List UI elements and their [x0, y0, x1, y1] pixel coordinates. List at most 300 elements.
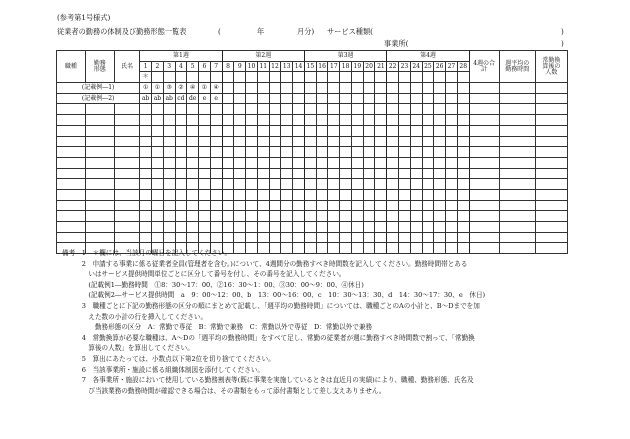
- form-number: (参考第1号様式): [57, 13, 111, 22]
- table-cell: [499, 168, 535, 179]
- table-cell: [469, 157, 499, 168]
- table-cell: [257, 104, 269, 115]
- table-cell: [304, 179, 316, 190]
- table-cell: [340, 168, 352, 179]
- table-cell: [375, 125, 387, 136]
- table-cell: [316, 189, 328, 200]
- table-cell: [114, 222, 140, 233]
- table-cell: [175, 104, 187, 115]
- table-cell: [328, 136, 340, 147]
- table-cell: [340, 189, 352, 200]
- table-cell: [152, 136, 164, 147]
- table-cell: [457, 168, 469, 179]
- table-cell: [446, 125, 458, 136]
- summary-cell: [469, 93, 499, 104]
- table-cell: [152, 104, 164, 115]
- weekday-cell: [304, 72, 316, 83]
- table-cell: [222, 232, 234, 243]
- day-header: 28: [457, 61, 469, 72]
- day-header: 9: [234, 61, 246, 72]
- table-cell: [469, 136, 499, 147]
- table-cell: [304, 222, 316, 233]
- col-name-header: 氏名: [114, 51, 140, 83]
- table-cell: [499, 211, 535, 222]
- table-cell: [281, 189, 293, 200]
- table-cell: [410, 157, 422, 168]
- table-cell: [234, 168, 246, 179]
- remark-line: 2 申請する事業に係る従業者全員(管理者を含む。)について、4週間分の勤務すべき時間数を記入してください。勤務時間帯とある: [62, 259, 468, 268]
- day-header: 7: [210, 61, 222, 72]
- day-header: 20: [363, 61, 375, 72]
- day-header: 22: [387, 61, 399, 72]
- weekday-cell: [246, 72, 258, 83]
- table-cell: [187, 222, 199, 233]
- table-cell: [57, 104, 86, 115]
- table-cell: [152, 211, 164, 222]
- col-conv-header: 常勤換 算後の 人数: [535, 51, 567, 83]
- table-cell: [304, 157, 316, 168]
- table-cell: [399, 157, 411, 168]
- table-cell: [85, 125, 114, 136]
- table-cell: [535, 200, 567, 211]
- table-cell: [210, 147, 222, 158]
- day-cell: [269, 83, 281, 94]
- table-cell: [269, 104, 281, 115]
- service-type-close: ): [561, 27, 564, 36]
- table-cell: [152, 125, 164, 136]
- table-cell: [140, 168, 152, 179]
- table-cell: [340, 211, 352, 222]
- table-cell: [175, 232, 187, 243]
- table-cell: [363, 222, 375, 233]
- table-row: [57, 125, 568, 136]
- table-cell: [57, 200, 86, 211]
- table-cell: [269, 211, 281, 222]
- table-cell: [257, 200, 269, 211]
- table-cell: [328, 115, 340, 126]
- day-cell: [293, 83, 305, 94]
- table-cell: [163, 136, 175, 147]
- remark-line: び当該業務の勤務時間が確認できる場合は、その書類をもって添付書類として差し支えありません。: [62, 386, 386, 395]
- table-cell: [222, 179, 234, 190]
- table-cell: [222, 104, 234, 115]
- day-cell: [422, 83, 434, 94]
- table-cell: [387, 179, 399, 190]
- table-cell: [434, 104, 446, 115]
- table-cell: [222, 115, 234, 126]
- day-cell: [410, 83, 422, 94]
- table-cell: [163, 211, 175, 222]
- document-title: 従業者の勤務の体制及び勤務形態一覧表: [57, 27, 187, 36]
- day-cell: ab: [152, 93, 164, 104]
- day-cell: [457, 93, 469, 104]
- table-cell: [375, 200, 387, 211]
- table-cell: [175, 179, 187, 190]
- table-cell: [57, 211, 86, 222]
- table-cell: [434, 222, 446, 233]
- table-cell: [199, 211, 211, 222]
- remark-line: いはサービス提供時間単位ごとに区分して番号を付し、その番号を記入してください。: [62, 270, 346, 279]
- table-cell: [535, 211, 567, 222]
- table-cell: [304, 115, 316, 126]
- table-row: [57, 115, 568, 126]
- remark-line: 備考 1 ＊欄には、当該月の曜日を記入してください。: [62, 249, 232, 257]
- table-cell: [375, 222, 387, 233]
- table-cell: [316, 222, 328, 233]
- table-cell: [234, 211, 246, 222]
- table-cell: [316, 232, 328, 243]
- table-cell: [351, 136, 363, 147]
- table-cell: [535, 232, 567, 243]
- table-cell: [140, 211, 152, 222]
- table-cell: [269, 222, 281, 233]
- day-cell: [304, 93, 316, 104]
- day-cell: e: [210, 93, 222, 104]
- table-cell: [410, 189, 422, 200]
- table-cell: [387, 189, 399, 200]
- table-cell: [422, 211, 434, 222]
- table-cell: [269, 115, 281, 126]
- table-cell: [140, 115, 152, 126]
- table-cell: [246, 211, 258, 222]
- day-cell: [363, 83, 375, 94]
- table-cell: [422, 168, 434, 179]
- table-cell: [434, 136, 446, 147]
- table-cell: [410, 200, 422, 211]
- table-cell: [446, 189, 458, 200]
- day-header: 5: [187, 61, 199, 72]
- table-cell: [340, 125, 352, 136]
- table-cell: [422, 189, 434, 200]
- table-cell: [85, 136, 114, 147]
- table-cell: [387, 125, 399, 136]
- remark-line: 3 職種ごとに下記の勤務形態の区分の順にまとめて記載し、「週平均の勤務時間」については、職種ごとのAの小計と、B～Dまでを加: [62, 301, 480, 310]
- table-cell: [387, 200, 399, 211]
- table-cell: [140, 147, 152, 158]
- table-cell: [257, 136, 269, 147]
- weekday-cell: [340, 72, 352, 83]
- table-cell: [85, 157, 114, 168]
- table-row: [57, 222, 568, 233]
- table-cell: [340, 157, 352, 168]
- table-cell: [351, 104, 363, 115]
- day-cell: [375, 83, 387, 94]
- table-cell: [293, 232, 305, 243]
- table-cell: [163, 125, 175, 136]
- table-cell: [85, 168, 114, 179]
- table-cell: [246, 232, 258, 243]
- table-cell: [422, 222, 434, 233]
- table-cell: [351, 147, 363, 158]
- table-cell: [246, 157, 258, 168]
- table-cell: [535, 243, 567, 254]
- table-cell: [234, 157, 246, 168]
- table-cell: [269, 147, 281, 158]
- table-cell: [469, 115, 499, 126]
- table-cell: [85, 211, 114, 222]
- table-cell: [152, 222, 164, 233]
- day-cell: ①: [140, 83, 152, 94]
- table-cell: [140, 125, 152, 136]
- table-cell: [85, 222, 114, 233]
- table-cell: [469, 222, 499, 233]
- table-cell: [293, 136, 305, 147]
- table-cell: [293, 200, 305, 211]
- table-cell: [328, 211, 340, 222]
- table-cell: [469, 104, 499, 115]
- table-cell: [57, 232, 86, 243]
- table-cell: [293, 115, 305, 126]
- table-cell: [535, 179, 567, 190]
- table-cell: [304, 232, 316, 243]
- table-cell: [340, 104, 352, 115]
- table-cell: [152, 200, 164, 211]
- table-cell: [234, 104, 246, 115]
- day-header: 21: [375, 61, 387, 72]
- table-cell: [175, 115, 187, 126]
- table-cell: [246, 222, 258, 233]
- remark-line: (記載例1―勤務時間 ①8：30～17：00、②16：30～1：00、③30：00～9：00、④休日): [62, 280, 364, 289]
- table-cell: [163, 115, 175, 126]
- table-cell: [387, 157, 399, 168]
- day-header: 18: [340, 61, 352, 72]
- table-cell: [114, 211, 140, 222]
- table-cell: [446, 222, 458, 233]
- table-cell: [114, 179, 140, 190]
- table-cell: [281, 115, 293, 126]
- table-cell: [351, 115, 363, 126]
- table-cell: [399, 189, 411, 200]
- table-row: [57, 211, 568, 222]
- weekday-asterisk: ＊: [140, 72, 152, 83]
- table-cell: [316, 157, 328, 168]
- day-cell: [351, 83, 363, 94]
- table-cell: [469, 211, 499, 222]
- table-cell: [293, 104, 305, 115]
- table-cell: [234, 189, 246, 200]
- table-cell: [304, 104, 316, 115]
- day-cell: [387, 93, 399, 104]
- table-cell: [434, 115, 446, 126]
- table-cell: [316, 168, 328, 179]
- table-cell: [199, 147, 211, 158]
- table-cell: [446, 211, 458, 222]
- table-cell: [422, 157, 434, 168]
- table-cell: [246, 147, 258, 158]
- example-label: (記載例―2): [57, 93, 140, 104]
- table-cell: [222, 136, 234, 147]
- table-cell: [410, 147, 422, 158]
- table-cell: [187, 200, 199, 211]
- table-cell: [351, 211, 363, 222]
- table-cell: [152, 115, 164, 126]
- table-cell: [446, 168, 458, 179]
- table-cell: [175, 125, 187, 136]
- table-cell: [363, 157, 375, 168]
- day-header: 12: [269, 61, 281, 72]
- table-cell: [152, 147, 164, 158]
- table-cell: [316, 147, 328, 158]
- table-cell: [340, 179, 352, 190]
- table-cell: [293, 189, 305, 200]
- table-cell: [269, 232, 281, 243]
- table-cell: [387, 222, 399, 233]
- table-cell: [199, 232, 211, 243]
- table-cell: [328, 125, 340, 136]
- table-cell: [293, 222, 305, 233]
- table-cell: [399, 147, 411, 158]
- table-row: [57, 200, 568, 211]
- table-cell: [187, 232, 199, 243]
- table-cell: [410, 211, 422, 222]
- table-cell: [269, 179, 281, 190]
- table-cell: [457, 136, 469, 147]
- day-cell: [328, 93, 340, 104]
- table-cell: [328, 168, 340, 179]
- table-cell: [375, 104, 387, 115]
- table-cell: [399, 104, 411, 115]
- week-header: 第3週: [304, 51, 386, 62]
- table-cell: [152, 179, 164, 190]
- remark-line: 4 常勤換算が必要な職種は、A～Dの「週平均の勤務時間」をすべて足し、常勤の従業者が週に勤務すべき時間数で割って、「常勤換: [62, 333, 475, 342]
- table-cell: [293, 125, 305, 136]
- table-cell: [351, 125, 363, 136]
- table-cell: [499, 179, 535, 190]
- table-cell: [210, 168, 222, 179]
- table-cell: [269, 200, 281, 211]
- table-cell: [446, 200, 458, 211]
- table-cell: [535, 104, 567, 115]
- table-cell: [293, 157, 305, 168]
- office-close: ): [561, 39, 564, 48]
- table-cell: [246, 136, 258, 147]
- table-cell: [399, 179, 411, 190]
- table-cell: [410, 232, 422, 243]
- table-cell: [269, 168, 281, 179]
- weekday-cell: [457, 72, 469, 83]
- day-cell: [375, 93, 387, 104]
- weekday-cell: [446, 72, 458, 83]
- table-cell: [469, 189, 499, 200]
- table-cell: [187, 104, 199, 115]
- table-cell: [457, 147, 469, 158]
- day-cell: [434, 83, 446, 94]
- summary-cell: [469, 83, 499, 94]
- table-cell: [246, 168, 258, 179]
- day-header: 13: [281, 61, 293, 72]
- table-cell: [434, 125, 446, 136]
- day-cell: [246, 93, 258, 104]
- table-cell: [535, 168, 567, 179]
- day-cell: [257, 93, 269, 104]
- table-cell: [175, 222, 187, 233]
- table-cell: [499, 115, 535, 126]
- summary-cell: [499, 93, 535, 104]
- weekday-cell: [387, 72, 399, 83]
- table-cell: [281, 136, 293, 147]
- table-cell: [499, 147, 535, 158]
- table-cell: [257, 125, 269, 136]
- table-cell: [234, 115, 246, 126]
- table-cell: [434, 157, 446, 168]
- example-label: (記載例―1): [57, 83, 140, 94]
- table-cell: [457, 211, 469, 222]
- table-cell: [446, 232, 458, 243]
- table-cell: [399, 168, 411, 179]
- table-cell: [210, 125, 222, 136]
- table-cell: [469, 200, 499, 211]
- day-cell: de: [187, 93, 199, 104]
- day-cell: [457, 83, 469, 94]
- table-cell: [293, 179, 305, 190]
- table-cell: [257, 232, 269, 243]
- table-cell: [535, 222, 567, 233]
- weekday-cell: [293, 72, 305, 83]
- table-cell: [422, 115, 434, 126]
- remark-line: 勤務形態の区分 A：常勤で専従 B：常勤で兼務 C：常勤以外で専従 D：常勤以外で兼務: [62, 323, 373, 332]
- day-header: 11: [257, 61, 269, 72]
- table-cell: [114, 232, 140, 243]
- table-cell: [535, 147, 567, 158]
- weekday-cell: [422, 72, 434, 83]
- table-cell: [175, 147, 187, 158]
- table-cell: [210, 222, 222, 233]
- weekday-cell: [375, 72, 387, 83]
- table-cell: [363, 147, 375, 158]
- table-cell: [199, 125, 211, 136]
- table-cell: [257, 157, 269, 168]
- table-cell: [281, 168, 293, 179]
- table-cell: [281, 157, 293, 168]
- table-cell: [422, 232, 434, 243]
- table-cell: [85, 179, 114, 190]
- weekday-cell: [199, 72, 211, 83]
- weekday-cell: [163, 72, 175, 83]
- remark-line: えた数の小計の行を挿入してください。: [62, 312, 208, 321]
- day-header: 16: [316, 61, 328, 72]
- table-cell: [269, 136, 281, 147]
- table-cell: [351, 168, 363, 179]
- table-cell: [140, 200, 152, 211]
- week-header: 第1週: [140, 51, 222, 62]
- table-cell: [187, 115, 199, 126]
- table-cell: [328, 200, 340, 211]
- table-cell: [316, 211, 328, 222]
- table-cell: [446, 104, 458, 115]
- table-cell: [114, 125, 140, 136]
- summary-cell: [499, 83, 535, 94]
- header-row-weeks: [57, 51, 568, 62]
- table-row: [57, 136, 568, 147]
- day-header: 1: [140, 61, 152, 72]
- table-cell: [499, 200, 535, 211]
- table-cell: [499, 189, 535, 200]
- table-cell: [293, 211, 305, 222]
- table-cell: [269, 189, 281, 200]
- day-cell: [316, 93, 328, 104]
- weekday-cell: [222, 72, 234, 83]
- day-cell: [257, 83, 269, 94]
- weekday-cell: [152, 72, 164, 83]
- table-cell: [281, 104, 293, 115]
- table-cell: [163, 168, 175, 179]
- table-cell: [328, 104, 340, 115]
- remark-line: 算後の人数」を算出してください。: [62, 344, 194, 353]
- table-cell: [210, 189, 222, 200]
- summary-cell: [535, 93, 567, 104]
- table-cell: [351, 232, 363, 243]
- table-cell: [363, 211, 375, 222]
